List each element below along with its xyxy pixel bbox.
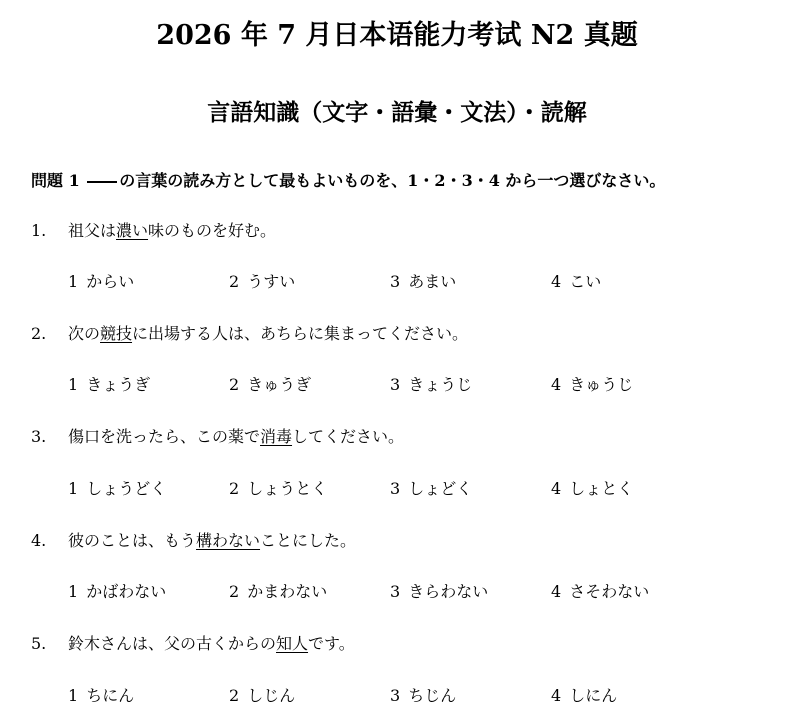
option-text: しょとく [569,479,634,498]
question-number: 5. [31,634,47,653]
option-text: きゅうじ [569,375,634,394]
option-text: かばわない [86,582,167,601]
option-text: あまい [408,272,457,291]
option-text: うすい [247,272,296,291]
option-number: 4 [551,686,562,705]
option-text: きらわない [408,582,489,601]
answer-option[interactable] [390,683,456,709]
option-text: からい [86,272,135,291]
question-text-before: 次の [68,324,101,343]
question-instruction [31,168,665,194]
answer-options-2 [68,372,768,398]
option-number: 1 [68,582,79,601]
option-text: こい [569,272,602,291]
question-text-after: 味のものを好む。 [148,221,277,240]
option-number: 1 [68,686,79,705]
question-target-word: 競技 [100,324,133,343]
option-number: 4 [551,375,562,394]
option-number: 4 [551,272,562,291]
answer-option[interactable] [551,476,633,502]
question-text-after: に出場する人は、あちらに集まってください。 [132,324,469,343]
option-text: きょうぎ [86,375,151,394]
option-number: 3 [390,375,401,394]
instruction-prefix: 問題 1 [31,171,80,190]
option-number: 2 [229,375,240,394]
question-text-before: 彼のことは、もう [68,531,197,550]
question-text-after: ことにした。 [260,531,357,550]
answer-option[interactable] [68,683,134,709]
answer-option[interactable] [390,372,472,398]
option-text: ちじん [408,686,457,705]
answer-option[interactable] [68,476,166,502]
answer-option[interactable] [551,579,649,605]
option-number: 2 [229,479,240,498]
question-1 [31,218,276,244]
question-target-word: 構わない [196,531,261,550]
question-number: 2. [31,324,47,343]
answer-option[interactable] [551,683,617,709]
answer-option[interactable] [551,269,601,295]
answer-option[interactable] [229,579,327,605]
question-text-after: してください。 [292,427,405,446]
option-text: かまわない [247,582,328,601]
option-number: 1 [68,479,79,498]
option-number: 3 [390,479,401,498]
answer-option[interactable] [551,372,633,398]
answer-option[interactable] [229,683,295,709]
option-number: 2 [229,272,240,291]
question-4 [31,528,356,554]
question-2 [31,321,468,347]
question-target-word: 知人 [276,634,309,653]
option-text: しょうとく [247,479,328,498]
question-text-after: です。 [308,634,355,653]
answer-option[interactable] [229,269,295,295]
page-title: 2026 年 7 月日本语能力考试 N2 真题 [156,20,638,51]
answer-option[interactable] [68,579,166,605]
option-number: 1 [68,272,79,291]
option-number: 4 [551,582,562,601]
option-number: 3 [390,272,401,291]
option-number: 1 [68,375,79,394]
option-number: 4 [551,479,562,498]
blank-underline [87,181,117,183]
option-number: 2 [229,582,240,601]
option-text: きょうじ [408,375,473,394]
option-text: きゅうぎ [247,375,312,394]
answer-option[interactable] [390,579,488,605]
option-text: しにん [569,686,618,705]
question-text-before: 鈴木さんは、父の古くからの [68,634,277,653]
answer-option[interactable] [390,476,472,502]
option-number: 3 [390,582,401,601]
question-3 [31,424,404,450]
question-text-before: 傷口を洗ったら、この薬で [68,427,261,446]
question-number: 4. [31,531,47,550]
question-text-before: 祖父は [68,221,117,240]
answer-options-4 [68,579,768,605]
answer-option[interactable] [68,372,150,398]
answer-options-5 [68,683,768,709]
question-target-word: 濃い [116,221,149,240]
option-number: 2 [229,686,240,705]
option-text: ちにん [86,686,135,705]
option-text: しょうどく [86,479,167,498]
option-text: しょどく [408,479,473,498]
question-number: 1. [31,221,47,240]
answer-option[interactable] [229,476,327,502]
answer-options-3 [68,476,768,502]
question-number: 3. [31,427,47,446]
question-5 [31,631,355,657]
answer-option[interactable] [229,372,311,398]
answer-options-1 [68,269,768,295]
section-subtitle: 言語知識（文字・語彙・文法）・読解 [207,99,587,126]
answer-option[interactable] [68,269,134,295]
option-text: しじん [247,686,296,705]
answer-option[interactable] [390,269,456,295]
question-target-word: 消毒 [260,427,293,446]
instruction-suffix: の言葉の読み方として最もよいものを、1・2・3・4 から一つ選びなさい。 [119,171,666,190]
option-text: さそわない [569,582,650,601]
option-number: 3 [390,686,401,705]
